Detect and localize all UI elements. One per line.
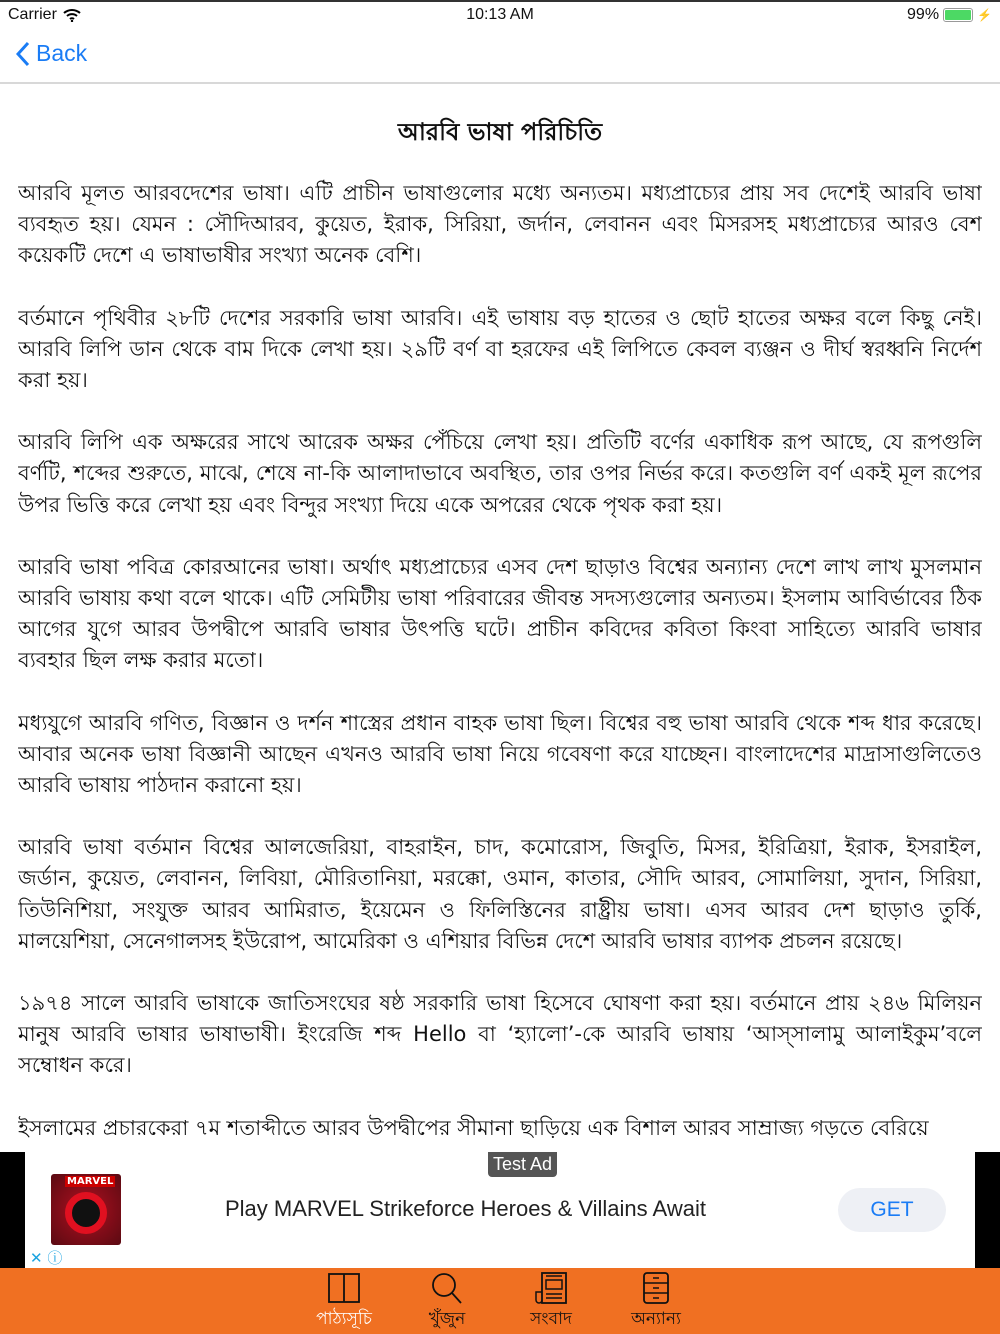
paragraph: ইসলামের প্রচারকেরা ৭ম শতাব্দীতে আরব উপদ্বীপের সীমানা ছাড়িয়ে এক বিশাল আরব সাম্রাজ্য গড়তে বেরিয়ে (18, 1115, 929, 1140)
ad-banner[interactable] (0, 1152, 1000, 1268)
article-title: আরবি ভাষা পরিচিতি (397, 118, 603, 146)
status-bar (0, 0, 1000, 28)
chevron-left-icon (16, 41, 30, 67)
test-ad-badge: Test Ad (488, 1152, 557, 1177)
search-icon (430, 1272, 464, 1304)
marvel-logo: MARVEL (67, 1176, 114, 1187)
tab-syllabus[interactable] (294, 1272, 394, 1334)
back-label: Back (36, 40, 88, 66)
newspaper-icon (534, 1272, 568, 1304)
ad-info-icon[interactable]: ⓘ (47, 1249, 63, 1267)
battery-percent: 99% (907, 6, 940, 23)
clock: 10:13 AM (466, 6, 534, 23)
tab-bar (0, 1268, 1000, 1334)
paragraph: ১৯৭৪ সালে আরবি ভাষাকে জাতিসংঘের ষষ্ঠ সরকারি ভাষা হিসেবে ঘোষণা করা হয়। বর্তমানে প্রায় ২৪৬ মিলিয়ন মানুষ আরবি ভাষার ভাষাভাষী। ইংরেজি শব্দ Hello বা ‘হ্যালো’-কে আরবি ভাষায় ‘আস্সালামু আলাইকুম’বলে সম্বোধন করে। (18, 991, 982, 1078)
tab-search[interactable] (397, 1272, 497, 1334)
book-icon (327, 1272, 361, 1304)
cabinet-icon (639, 1272, 673, 1304)
paragraph: আরবি ভাষা পবিত্র কোরআনের ভাষা। অর্থাৎ মধ্যপ্রাচ্যের এসব দেশ ছাড়াও বিশ্বের অন্যান্য দেশে লাখ লাখ মুসলমান আরবি ভাষায় কথা বলে থাকে। এটি সেমিটীয় ভাষা পরিবারের জীবন্ত সদস্যগুলোর অন্যতম। ইসলাম আবির্ভাবের ঠিক আগের যুগে আরব উপদ্বীপে আরবি ভাষার উৎপত্তি ঘটে। প্রাচীন কবিদের কবিতা কিংবা সাহিত্যে আরবি ভাষার ব্যবহার ছিল লক্ষ করার মতো। (18, 554, 982, 673)
tab-label: খুঁজুন (428, 1309, 466, 1329)
paragraph: মধ্যযুগে আরবি গণিত, বিজ্ঞান ও দর্শন শাস্ত্রের প্রধান বাহক ভাষা ছিল। বিশ্বের বহু ভাষা আরবি থেকে শব্দ ধার করেছে। আবার অনেক ভাষা বিজ্ঞানী আছেন এখনও আরবি ভাষা নিয়ে গবেষণা করে যাচ্ছেন। বাংলাদেশের মাদ্রাসাগুলিতেও আরবি ভাষায় পাঠদান করানো হয়। (18, 710, 982, 798)
article[interactable] (18, 86, 982, 1152)
tab-label: অন্যান্য (631, 1309, 681, 1329)
navigation-bar (0, 28, 1000, 84)
paragraph: আরবি ভাষা বর্তমান বিশ্বের আলজেরিয়া, বাহরাইন, চাদ, কমোরোস, জিবুতি, মিসর, ইরিত্রিয়া, ইরাক, ইসরাইল, জর্ডান, কুয়েত, লেবানন, লিবিয়া, মৌরিতানিয়া, মরক্কো, ওমান, কাতার, সৌদি আরব, সোমালিয়া, সুদান, সিরিয়া, তিউনিশিয়া, সংযুক্ত আরব আমিরাত, ইয়েমেন ও ফিলিস্তিনের রাষ্ট্রীয় ভাষা। এসব আরব দেশ ছাড়াও তুর্কি, মালয়েশিয়া, সেনেগালসহ ইউরোপ, আমেরিকা ও এশিয়ার বিভিন্ন দেশে আরবি ভাষার ব্যাপক প্রচলন রয়েছে। (18, 835, 982, 953)
tab-label: সংবাদ (530, 1309, 572, 1329)
tab-news[interactable] (501, 1272, 601, 1334)
tab-label: পাঠ্যসূচি (316, 1309, 372, 1329)
charging-icon: ⚡ (977, 8, 992, 22)
get-button[interactable]: GET (838, 1188, 946, 1232)
paragraph: বর্তমানে পৃথিবীর ২৮টি দেশের সরকারি ভাষা আরবি। এই ভাষায় বড় হাতের ও ছোট হাতের অক্ষর বলে কিছু নেই। আরবি লিপি ডান থেকে বাম দিকে লেখা হয়। ২৯টি বর্ণ বা হরফের এই লিপিতে কেবল ব্যঞ্জন ও দীর্ঘ স্বরধ্বনি নির্দেশ করা হয়। (18, 305, 982, 393)
app-icon[interactable] (51, 1174, 121, 1245)
carrier-label: Carrier (8, 6, 57, 23)
paragraph: আরবি মূলত আরবদেশের ভাষা। এটি প্রাচীন ভাষাগুলোর মধ্যে অন্যতম। মধ্যপ্রাচ্যের প্রায় সব দেশেই আরবি ভাষা ব্যবহৃত হয়। যেমন : সৌদিআরব, কুয়েত, ইরাক, সিরিয়া, জর্দান, লেবানন এবং মিসরসহ মধ্যপ্রাচ্যের আরও বেশ কয়েকটি দেশে এ ভাষাভাষীর সংখ্যা অনেক বেশি। (18, 181, 982, 268)
ad-title[interactable]: Play MARVEL Strikeforce Heroes & Villains Await (225, 1196, 706, 1221)
paragraph: আরবি লিপি এক অক্ষরের সাথে আরেক অক্ষর পেঁচিয়ে লেখা হয়। প্রতিটি বর্ণের একাধিক রূপ আছে, যে রূপগুলি বর্ণটি, শব্দের শুরুতে, মাঝে, শেষে না-কি আলাদাভাবে অবস্থিত, তার ওপর নির্ভর করে। কতগুলি বর্ণ একই মূল রূপের উপর ভিত্তি করে লেখা হয় এবং বিন্দুর সংখ্যা দিয়ে একে অপরের থেকে পৃথক করা হয়। (18, 430, 982, 517)
battery-icon (943, 8, 973, 22)
back-button[interactable] (16, 40, 87, 67)
tab-other[interactable] (606, 1272, 706, 1334)
close-ad-icon[interactable]: ✕ (30, 1249, 43, 1267)
